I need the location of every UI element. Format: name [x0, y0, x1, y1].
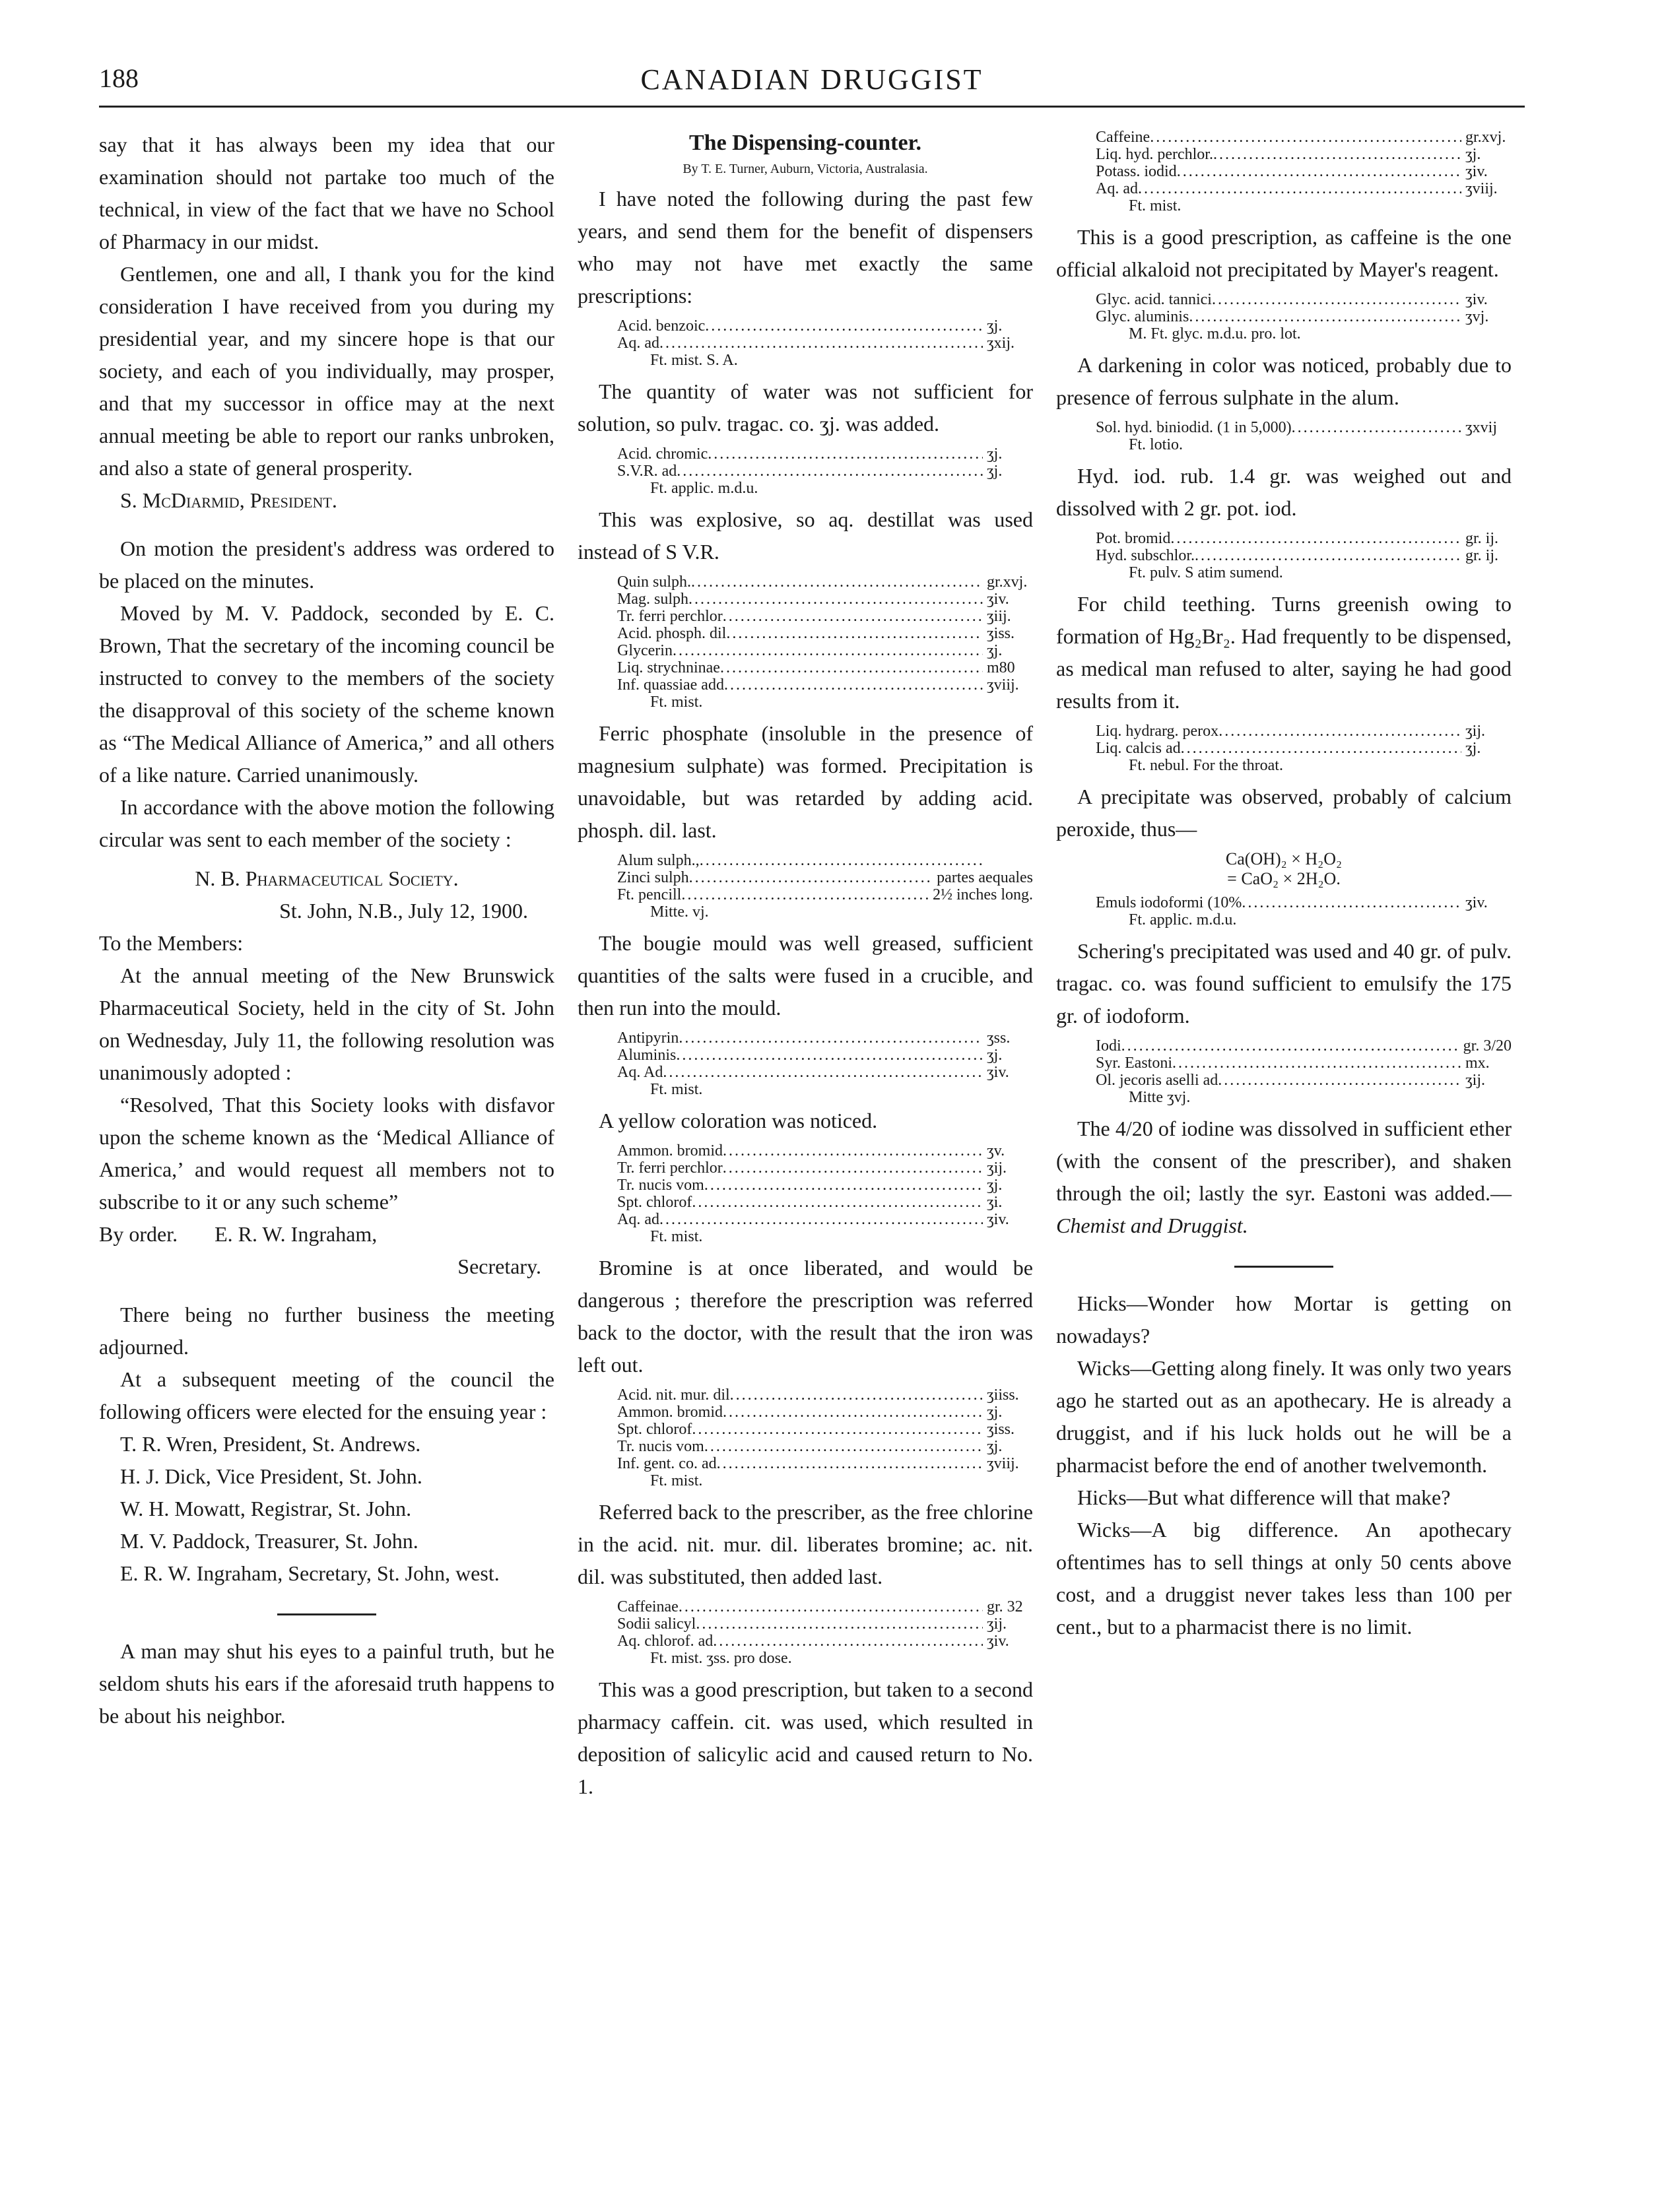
rx-line	[617, 1386, 1033, 1404]
rx-directions: Mitte. vj.	[650, 903, 709, 921]
officer-entry: W. H. Mowatt, Registrar, St. John.	[120, 1497, 412, 1520]
rx-ingredient: Liq. hyd. perchlor.	[1096, 146, 1213, 163]
dialogue-line: Hicks—But what difference will that make?	[1077, 1485, 1451, 1509]
rx-directions: Ft. applic. m.d.u.	[650, 480, 758, 497]
rx-ingredient: Inf. gent. co. ad	[617, 1455, 717, 1472]
rx-ingredient: Acid. chromic	[617, 445, 708, 463]
rx-line	[617, 1194, 1033, 1211]
paragraph: On motion the president's address was ordered to be placed on the minutes.	[99, 537, 554, 593]
paragraph: There being no further business the meeting adjourned.	[99, 1303, 554, 1359]
rx-quantity: ʒij.	[1465, 1072, 1485, 1089]
paragraph: Moved by M. V. Paddock, seconded by E. C. Brown, That the secretary of the incoming council be instructed to convey to the members of the society the disapproval of this society of the scheme known as “The Medical Alliance of America,” and all others of a like nature. Carried unanimously.	[99, 601, 554, 787]
rx-ingredient: Glycerin	[617, 642, 673, 659]
rx-quantity: gr. ij.	[1465, 547, 1499, 564]
rx-quantity: ʒviij.	[1465, 180, 1498, 197]
rx-quantity: ʒviij.	[987, 676, 1019, 694]
paragraph: This was explosive, so aq. destillat was used instead of S V.R.	[578, 507, 1033, 564]
president-signature: S. McDiarmid, President.	[120, 488, 337, 512]
header-rule	[99, 106, 1525, 108]
paragraph: I have noted the following during the past few years, and send them for the benefit of dispensers who may not have met exactly the same prescriptions:	[578, 187, 1033, 308]
equation-line: Ca(OH)₂ × H₂O₂	[1225, 849, 1343, 868]
rx-line	[617, 335, 1033, 352]
paragraph: The 4/20 of iodine was dissolved in sufficient ether (with the consent of the prescriber), and shaken through the oil; lastly the syr. Eastoni was added.— Chemist and Druggist.	[1056, 1117, 1512, 1237]
rx-directions: Ft. mist.	[650, 694, 703, 711]
rx-quantity: partes aequales	[937, 869, 1033, 886]
rx-ingredient: Aq. chlorof. ad	[617, 1633, 714, 1650]
rx-line	[617, 869, 1033, 886]
paragraph: A man may shut his eyes to a painful truth, but he seldom shuts his ears if the aforesaid truth happens to be about his neighbor.	[99, 1639, 554, 1728]
circular-date: St. John, N.B., July 12, 1900.	[279, 899, 528, 923]
rx-ingredient: Spt. chlorof	[617, 1194, 692, 1211]
rx-line	[617, 1064, 1033, 1081]
rx-quantity: gr.xvj.	[987, 573, 1028, 591]
officer-entry: E. R. W. Ingraham, Secretary, St. John, west.	[120, 1561, 500, 1585]
prescription	[1096, 291, 1512, 342]
rx-line	[617, 852, 1033, 869]
prescription	[617, 1142, 1033, 1245]
rx-line	[1096, 723, 1512, 740]
column-1	[99, 129, 554, 1732]
rx-ingredient: S.V.R. ad	[617, 463, 677, 480]
rx-quantity: ʒj.	[987, 1177, 1003, 1194]
paragraph: Gentlemen, one and all, I thank you for the kind consideration I have received from you during my presidential year, and my sincere hope is that our society, and each of you individually, may prosper, and that my successor in office may at the next annual meeting be able to report our ranks unbroken, and also a state of general prosperity.	[99, 262, 554, 480]
rx-ingredient: Ammon. bromid	[617, 1404, 723, 1421]
rx-ingredient: Caffeine	[1096, 129, 1150, 146]
rx-line	[1096, 419, 1512, 436]
rx-ingredient: Potass. iodid	[1096, 163, 1177, 180]
secretary-title: Secretary.	[457, 1254, 541, 1278]
rx-directions: Ft. mist.	[650, 1081, 703, 1098]
rx-ingredient: Liq. calcis ad	[1096, 740, 1181, 757]
rx-quantity: gr. 3/20	[1463, 1037, 1512, 1055]
rx-quantity: ʒiv.	[1465, 163, 1488, 180]
rx-line	[1096, 530, 1512, 547]
rx-quantity: ʒiss.	[987, 625, 1015, 642]
rx-ingredient: Spt. chlorof	[617, 1421, 692, 1438]
rx-line	[1096, 308, 1512, 325]
rx-ingredient: Acid. benzoic	[617, 317, 706, 335]
paragraph: This is a good prescription, as caffeine is the one official alkaloid not precipitated by Mayer's reagent.	[1056, 225, 1512, 281]
rx-quantity: ʒiv.	[987, 1633, 1009, 1650]
rx-line	[617, 591, 1033, 608]
rx-ingredient: Glyc. acid. tannici	[1096, 291, 1212, 308]
paragraph: Ferric phosphate (insoluble in the presence of magnesium sulphate) was formed. Precipitation is unavoidable, but was retarded by adding acid. phosph. dil. last.	[578, 721, 1033, 842]
rx-directions: Ft. pulv. S atim sumend.	[1129, 564, 1283, 581]
rx-line	[1096, 894, 1512, 911]
rx-line	[617, 1438, 1033, 1455]
paragraph: This was a good prescription, but taken to a second pharmacy caffein. cit. was used, which resulted in deposition of salicylic acid and caused return to No. 1.	[578, 1677, 1033, 1798]
rx-directions: Ft. lotio.	[1129, 436, 1183, 453]
rx-line	[617, 1029, 1033, 1047]
rx-directions: Ft. mist.	[650, 1228, 703, 1245]
rx-ingredient: Aq. Ad	[617, 1064, 663, 1081]
rx-quantity: ʒiss.	[987, 1421, 1015, 1438]
rx-quantity: ʒiij.	[987, 608, 1011, 625]
rx-ingredient: Pot. bromid	[1096, 530, 1171, 547]
rx-quantity: ʒiv.	[987, 1211, 1009, 1228]
rx-line	[1096, 129, 1512, 146]
rx-ingredient: Alum sulph.,	[617, 852, 700, 869]
rx-ingredient: Liq. strychninae	[617, 659, 720, 676]
prescription	[617, 1386, 1033, 1489]
rx-line	[1096, 740, 1512, 757]
column-2	[578, 129, 1033, 1803]
paragraph: A darkening in color was noticed, probably due to presence of ferrous sulphate in the alum.	[1056, 353, 1512, 409]
rx-directions: Ft. mist. S. A.	[650, 352, 738, 369]
paragraph: In accordance with the above motion the following circular was sent to each member of the society :	[99, 795, 554, 851]
rx-ingredient: Quin sulph.	[617, 573, 692, 591]
paragraph: Referred back to the prescriber, as the free chlorine in the acid. nit. mur. dil. liberates bromine; ac. nit. dil. was substituted, then added last.	[578, 1500, 1033, 1588]
rx-ingredient: Aq. ad	[617, 335, 659, 352]
prescription	[1096, 129, 1512, 214]
rx-line	[1096, 146, 1512, 163]
rx-line	[617, 573, 1033, 591]
prescription	[617, 852, 1033, 921]
prescription	[1096, 723, 1512, 774]
rx-ingredient: Sol. hyd. biniodid. (1 in 5,000)	[1096, 419, 1292, 436]
rx-ingredient: Acid. phosph. dil	[617, 625, 727, 642]
rx-quantity	[983, 852, 1033, 869]
rx-quantity: ʒj.	[987, 1438, 1003, 1455]
paragraph: At the annual meeting of the New Brunswick Pharmaceutical Society, held in the city of St. John on Wednesday, July 11, the following resolution was unanimously adopted :	[99, 963, 554, 1084]
dialogue-line: Wicks—Getting along finely. It was only two years ago he started out as an apothecary. He is already a druggist, and if his luck holds out he will be a pharmacist before the end of another twelvemonth.	[1056, 1356, 1512, 1477]
rx-line	[617, 625, 1033, 642]
rx-quantity: gr. 32	[987, 1598, 1023, 1615]
rx-ingredient: Aq. ad	[617, 1211, 659, 1228]
rx-quantity: ʒj.	[987, 642, 1003, 659]
rx-quantity: ʒss.	[987, 1029, 1011, 1047]
rx-quantity: 2½ inches long.	[933, 886, 1033, 903]
rx-ingredient: Emuls iodoformi (10%	[1096, 894, 1242, 911]
rx-quantity: ʒj.	[1465, 740, 1481, 757]
rx-ingredient: Liq. hydrarg. perox	[1096, 723, 1219, 740]
rx-ingredient: Aluminis	[617, 1047, 677, 1064]
paragraph: say that it has always been my idea that our examination should not partake too much of the technical, in view of the fact that we have no School of Pharmacy in our midst.	[99, 133, 554, 253]
source-citation: Chemist and Druggist.	[1056, 1214, 1248, 1237]
rx-ingredient: Tr. nucis vom	[617, 1438, 704, 1455]
rx-ingredient: Ol. jecoris aselli ad	[1096, 1072, 1218, 1089]
by-order: By order. E. R. W. Ingraham,	[99, 1222, 378, 1246]
resolution: “Resolved, That this Society looks with disfavor upon the scheme known as the ‘Medical Alliance of America,’ and would request all members not to subscribe to it or any such scheme”	[99, 1093, 554, 1214]
rx-line	[1096, 291, 1512, 308]
rx-line	[617, 1633, 1033, 1650]
section-separator	[277, 1613, 376, 1615]
rx-line	[617, 1421, 1033, 1438]
rx-ingredient: Caffeinae	[617, 1598, 679, 1615]
rx-quantity: ʒj.	[1465, 146, 1481, 163]
prescription	[617, 573, 1033, 711]
rx-ingredient: Aq. ad	[1096, 180, 1138, 197]
rx-quantity: ʒij.	[987, 1159, 1007, 1177]
rx-quantity: ʒj.	[987, 1404, 1003, 1421]
rx-quantity: ʒviij.	[987, 1455, 1019, 1472]
rx-line	[617, 1177, 1033, 1194]
section-separator	[1234, 1266, 1333, 1268]
rx-line	[617, 608, 1033, 625]
rx-ingredient: Sodii salicyl	[617, 1615, 696, 1633]
page-header	[99, 63, 1525, 102]
rx-line	[617, 1455, 1033, 1472]
rx-directions: M. Ft. glyc. m.d.u. pro. lot.	[1129, 325, 1301, 342]
rx-ingredient: Ammon. bromid	[617, 1142, 723, 1159]
rx-line	[617, 1047, 1033, 1064]
rx-line	[1096, 1055, 1512, 1072]
running-title: CANADIAN DRUGGIST	[640, 63, 983, 96]
chemical-equation	[1056, 849, 1512, 889]
paragraph: For child teething. Turns greenish owing to formation of Hg₂Br₂. Had frequently to be dispensed, as medical man refused to alter, saying he had good results from it.	[1056, 592, 1512, 713]
rx-quantity: ʒv.	[987, 1142, 1005, 1159]
rx-quantity: ʒj.	[987, 445, 1003, 463]
officer-entry: M. V. Paddock, Treasurer, St. John.	[120, 1529, 418, 1553]
rx-line	[617, 642, 1033, 659]
prescription	[617, 1598, 1033, 1667]
rx-quantity: gr. ij.	[1465, 530, 1499, 547]
prescription	[1096, 1037, 1512, 1106]
paragraph: A yellow coloration was noticed.	[599, 1109, 878, 1132]
rx-directions: Ft. applic. m.d.u.	[1129, 911, 1237, 928]
rx-quantity: ʒj.	[987, 463, 1003, 480]
rx-directions: Ft. mist.	[1129, 197, 1182, 214]
paragraph: The bougie mould was well greased, sufficient quantities of the salts were fused in a crucible, and then run into the mould.	[578, 931, 1033, 1020]
rx-line	[1096, 547, 1512, 564]
rx-quantity: ʒij.	[1465, 723, 1485, 740]
rx-quantity: ʒj.	[987, 1047, 1003, 1064]
rx-quantity: ʒj.	[987, 317, 1003, 335]
column-3	[1056, 129, 1512, 1643]
rx-quantity: ʒxij.	[987, 335, 1015, 352]
society-name: N. B. Pharmaceutical Society.	[195, 866, 459, 890]
prescription	[617, 1029, 1033, 1098]
prescription	[1096, 894, 1512, 928]
rx-ingredient: Syr. Eastoni	[1096, 1055, 1173, 1072]
paragraph: A precipitate was observed, probably of calcium peroxide, thus—	[1056, 785, 1512, 841]
rx-quantity: ʒi.	[987, 1194, 1003, 1211]
rx-line	[617, 1615, 1033, 1633]
article-byline: By T. E. Turner, Auburn, Victoria, Australasia.	[683, 162, 928, 176]
rx-line	[617, 1598, 1033, 1615]
rx-ingredient: Acid. nit. mur. dil	[617, 1386, 730, 1404]
rx-quantity: ʒiv.	[1465, 291, 1488, 308]
paragraph: Schering's precipitated was used and 40 gr. of pulv. tragac. co. was found sufficient to emulsify the 175 gr. of iodoform.	[1056, 939, 1512, 1027]
equation-line: = CaO₂ × 2H₂O.	[1227, 869, 1341, 888]
rx-directions: Mitte ʒvj.	[1129, 1089, 1191, 1106]
rx-ingredient: Antipyrin	[617, 1029, 679, 1047]
rx-ingredient: Iodi	[1096, 1037, 1121, 1055]
rx-line	[1096, 1037, 1512, 1055]
rx-line	[617, 445, 1033, 463]
rx-line	[617, 676, 1033, 694]
rx-line	[1096, 180, 1512, 197]
rx-quantity: ʒiiss.	[987, 1386, 1019, 1404]
rx-directions: Ft. mist.	[650, 1472, 703, 1489]
rx-quantity: ʒiv.	[987, 1064, 1009, 1081]
rx-directions: Ft. nebul. For the throat.	[1129, 757, 1283, 774]
rx-directions: Ft. mist. ʒss. pro dose.	[650, 1650, 792, 1667]
rx-line	[617, 1142, 1033, 1159]
rx-line	[617, 659, 1033, 676]
rx-line	[617, 1404, 1033, 1421]
rx-quantity: gr.xvj.	[1465, 129, 1506, 146]
rx-ingredient: Mag. sulph	[617, 591, 688, 608]
salutation: To the Members:	[99, 931, 244, 955]
rx-ingredient: Ft. pencill	[617, 886, 682, 903]
rx-ingredient: Tr. nucis vom	[617, 1177, 704, 1194]
rx-line	[617, 886, 1033, 903]
rx-line	[617, 1159, 1033, 1177]
rx-quantity: ʒij.	[987, 1615, 1007, 1633]
paragraph: At a subsequent meeting of the council the following officers were elected for the ensuing year :	[99, 1367, 554, 1423]
page-number: 188	[99, 63, 139, 93]
paragraph: Bromine is at once liberated, and would be dangerous ; therefore the prescription was referred back to the doctor, with the result that the iron was left out.	[578, 1256, 1033, 1377]
rx-ingredient: Zinci sulph	[617, 869, 689, 886]
rx-quantity: ʒvj.	[1465, 308, 1489, 325]
dialogue-line: Wicks—A big difference. An apothecary oftentimes has to sell things at only 50 cents above cost, and a druggist never takes less than 100 per cent., but to a pharmacist there is no limit.	[1056, 1518, 1512, 1639]
rx-ingredient: Inf. quassiae add	[617, 676, 724, 694]
paragraph: Hyd. iod. rub. 1.4 gr. was weighed out and dissolved with 2 gr. pot. iod.	[1056, 464, 1512, 520]
rx-quantity: ʒiv.	[987, 591, 1009, 608]
paragraph: The quantity of water was not sufficient for solution, so pulv. tragac. co. ʒj. was added.	[578, 379, 1033, 436]
prescription	[617, 317, 1033, 369]
rx-line	[1096, 163, 1512, 180]
dialogue-line: Hicks—Wonder how Mortar is getting on nowadays?	[1056, 1291, 1512, 1348]
article-title: The Dispensing-counter.	[688, 131, 922, 155]
rx-ingredient: Tr. ferri perchlor	[617, 608, 723, 625]
rx-quantity: m80	[987, 659, 1015, 676]
rx-ingredient: Hyd. subschlor.	[1096, 547, 1195, 564]
officer-entry: H. J. Dick, Vice President, St. John.	[120, 1464, 422, 1488]
rx-line	[617, 317, 1033, 335]
officer-entry: T. R. Wren, President, St. Andrews.	[120, 1432, 421, 1456]
prescription	[617, 445, 1033, 497]
rx-quantity: mx.	[1465, 1055, 1490, 1072]
rx-line	[1096, 1072, 1512, 1089]
rx-line	[617, 1211, 1033, 1228]
prescription	[1096, 530, 1512, 581]
rx-quantity: ʒxvij	[1465, 419, 1497, 436]
rx-line	[617, 463, 1033, 480]
prescription	[1096, 419, 1512, 453]
rx-ingredient: Tr. ferri perchlor	[617, 1159, 723, 1177]
rx-quantity: ʒiv.	[1465, 894, 1488, 911]
rx-ingredient: Glyc. aluminis	[1096, 308, 1189, 325]
